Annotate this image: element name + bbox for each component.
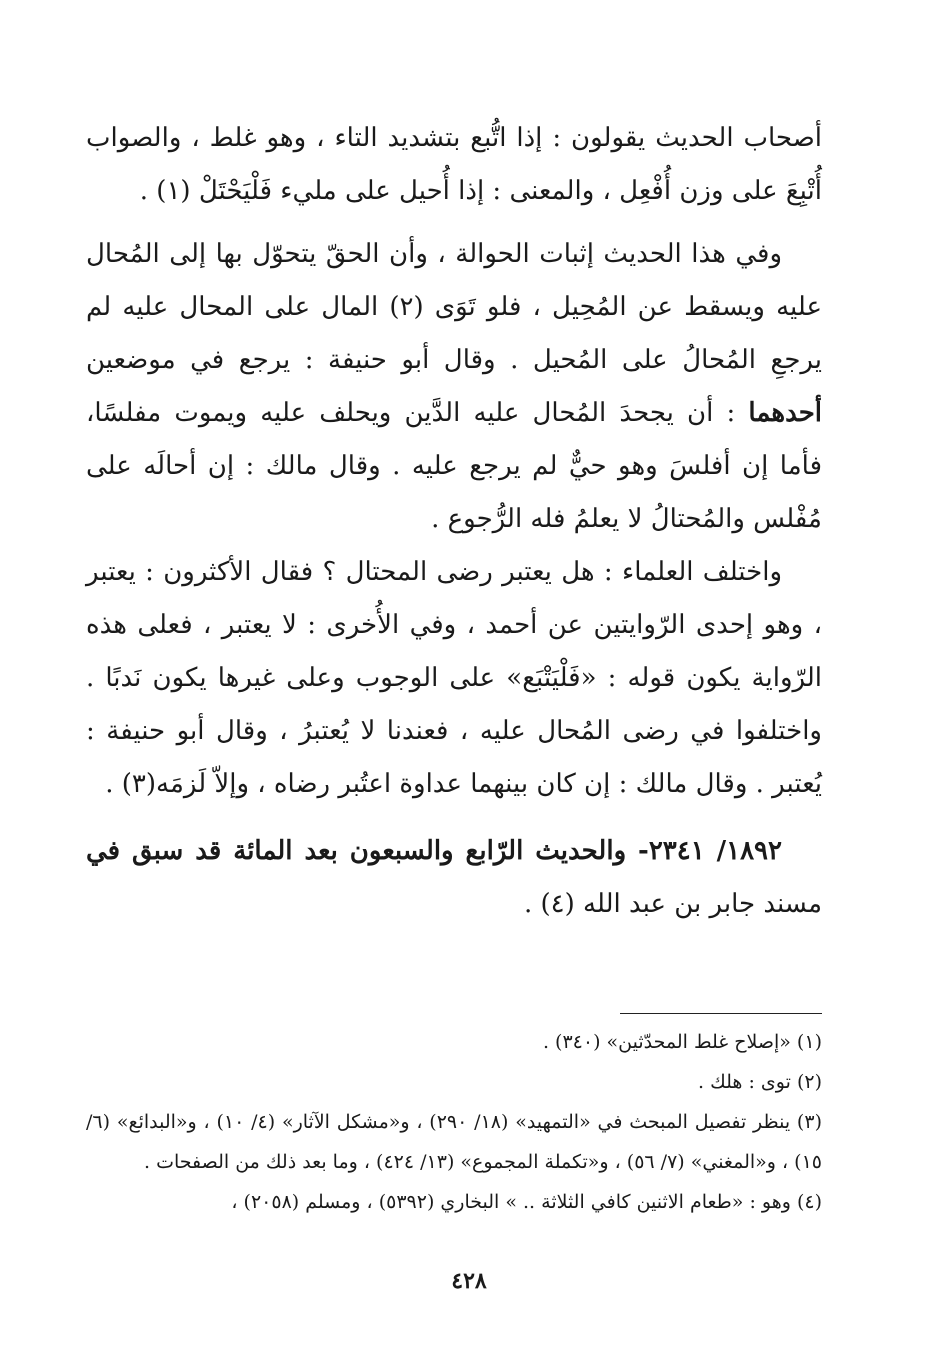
footnote-4: (٤) وهو : «طعام الاثنين كافي الثلاثة .. » البخاري (٥٣٩٢) ، ومسلم (٢٠٥٨) ، [231,1191,822,1213]
paragraph-4-rest: مسند جابر بن عبد الله (٤) . [523,889,822,919]
paragraph-2-intro: وفي هذا الحديث إثبات الحوالة ، وأن الحقّ يتحوّل بها إلى المُحال عليه ويسقط عن المُحِيل ، فلو تَوَى (٢) المال على المحال عليه لم يرجعِ المُحالُ على المُحيل . وقال أبو حنيفة : يرجع في موضعين [86,239,822,375]
paragraph-2-bold-word: أحدهما [748,398,823,428]
footnote-divider [620,1013,822,1014]
page-number: ٤٢٨ [451,1268,487,1294]
footnote-3: (٣) ينظر تفصيل المبحث في «التمهيد» (١٨/ ٢٩٠) ، و«مشكل الآثار» (٤/ ١٠) ، و«البدائع» (٦/ ١٥) ، و«المغني» (٧/ ٥٦) ، و«تكملة المجموع» (١٣/ ٤٢٤) ، وما بعد ذلك من الصفحات . [86,1111,822,1173]
main-text [86,112,822,931]
paragraph-3: واختلف العلماء : هل يعتبر رضى المحتال ؟ فقال الأكثرون : يعتبر ، وهو إحدى الرّوايتين عن أحمد ، وفي الأُخرى : لا يعتبر ، فعلى هذه الرّواية يكون قوله : «فَلْيَتْبَع» على الوجوب وعلى غيرها يكون نَدبًا . واختلفوا في رضى المُحال عليه ، فعندنا لا يُعتبرُ ، وقال أبو حنيفة : يُعتبر . وقال مالك : إن كان بينهما عداوة اعتُبر رضاه ، وإلاّ لَزمَه(٣) . [86,557,822,799]
paragraph-4 [86,825,822,931]
paragraph-2 [86,228,822,546]
footnotes [86,1022,822,1222]
footnote-2: (٢) توى : هلك . [698,1071,822,1093]
footnote-1: (١) «إصلاح غلط المحدّثين» (٣٤٠) . [542,1031,822,1053]
paragraph-1: أصحاب الحديث يقولون : إذا اتُّبع بتشديد التاء ، وهو غلط ، والصواب أُتْبِعَ على وزن أُفْعِل ، والمعنى : إذا أُحيل على مليء فَلْيَحْتَلْ (١) . [86,123,822,206]
hadith-number-heading: ١٨٩٢/ ٢٣٤١- والحديث الرّابع والسبعون بعد المائة قد سبق في [86,836,782,866]
paragraph-2-rest: : أن يجحدَ المُحال عليه الدَّين ويحلف عليه ويموت مفلسًا، فأما إن أفلسَ وهو حيٌّ لم يرجع عليه . وقال مالك : إن أحالَه على مُفْلس والمُحتالُ لا يعلمُ فله الرُّجوع . [86,398,822,534]
